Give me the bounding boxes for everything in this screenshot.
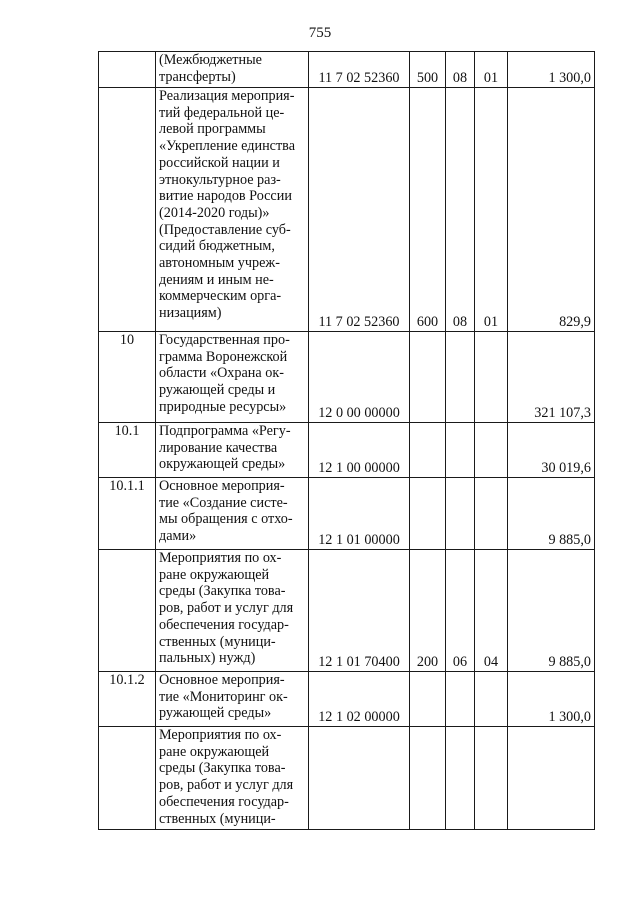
table-row: [99, 550, 595, 672]
row-subsection-code: [475, 727, 508, 830]
row-subsection-code: [475, 672, 508, 727]
row-section-code: 08: [446, 88, 475, 332]
table-body: [99, 52, 595, 830]
row-ministry-code: [410, 672, 446, 727]
row-subsection-code: [475, 332, 508, 423]
row-name: Мероприятия по ох- ране окружающей среды (Закупка това- ров, работ и услуг для обеспечения государ- ственных (муници-: [156, 727, 309, 830]
row-target-code: 12 0 00 00000: [309, 332, 410, 423]
row-section-code: [446, 332, 475, 423]
table-row: [99, 727, 595, 830]
row-ministry-code: [410, 478, 446, 550]
row-section-code: [446, 423, 475, 478]
row-section-code: [446, 672, 475, 727]
row-subsection-code: [475, 423, 508, 478]
table-row: [99, 332, 595, 423]
row-ministry-code: 500: [410, 52, 446, 88]
row-section-code: 06: [446, 550, 475, 672]
row-name: Реализация мероприя- тий федеральной це- левой программы «Укрепление единства российской нации и этнокультурное раз- витие народов России (2014-2020 годы)» (Предоставление суб- сидий бюджетным, автономным учреж- дениям и иным не- коммерческим орга- низациям): [156, 88, 309, 332]
row-number: [99, 550, 156, 672]
row-amount: 1 300,0: [508, 52, 595, 88]
row-target-code: 12 1 02 00000: [309, 672, 410, 727]
page-number: 755: [308, 25, 332, 41]
row-number: 10.1.2: [99, 672, 156, 727]
row-section-code: [446, 478, 475, 550]
row-name: Мероприятия по ох- ране окружающей среды (Закупка това- ров, работ и услуг для обеспечения государ- ственных (муници- пальных) нужд): [156, 550, 309, 672]
row-target-code: 12 1 00 00000: [309, 423, 410, 478]
row-amount: 1 300,0: [508, 672, 595, 727]
row-name: (Межбюджетные трансферты): [156, 52, 309, 88]
row-number: [99, 727, 156, 830]
row-target-code: 11 7 02 52360: [309, 52, 410, 88]
budget-table: [98, 51, 595, 830]
row-amount: 9 885,0: [508, 550, 595, 672]
row-subsection-code: [475, 478, 508, 550]
row-name: Подпрограмма «Регу- лирование качества окружающей среды»: [156, 423, 309, 478]
row-ministry-code: [410, 332, 446, 423]
row-target-code: 11 7 02 52360: [309, 88, 410, 332]
row-amount: [508, 727, 595, 830]
row-number: [99, 52, 156, 88]
row-subsection-code: 04: [475, 550, 508, 672]
row-target-code: 12 1 01 00000: [309, 478, 410, 550]
row-name: Основное мероприя- тие «Создание систе- мы обращения с отхо- дами»: [156, 478, 309, 550]
row-section-code: 08: [446, 52, 475, 88]
row-target-code: 12 1 01 70400: [309, 550, 410, 672]
row-amount: 9 885,0: [508, 478, 595, 550]
table-row: [99, 52, 595, 88]
row-ministry-code: [410, 423, 446, 478]
table-row: [99, 88, 595, 332]
row-amount: 30 019,6: [508, 423, 595, 478]
row-subsection-code: 01: [475, 88, 508, 332]
row-number: 10: [99, 332, 156, 423]
row-section-code: [446, 727, 475, 830]
row-number: 10.1.1: [99, 478, 156, 550]
row-name: Государственная про- грамма Воронежской области «Охрана ок- ружающей среды и природные ресурсы»: [156, 332, 309, 423]
row-target-code: [309, 727, 410, 830]
row-ministry-code: [410, 727, 446, 830]
table-row: [99, 423, 595, 478]
row-amount: 321 107,3: [508, 332, 595, 423]
row-subsection-code: 01: [475, 52, 508, 88]
row-name: Основное мероприя- тие «Мониторинг ок- ружающей среды»: [156, 672, 309, 727]
table-row: [99, 672, 595, 727]
row-number: 10.1: [99, 423, 156, 478]
row-amount: 829,9: [508, 88, 595, 332]
table-row: [99, 478, 595, 550]
row-ministry-code: 200: [410, 550, 446, 672]
row-ministry-code: 600: [410, 88, 446, 332]
row-number: [99, 88, 156, 332]
